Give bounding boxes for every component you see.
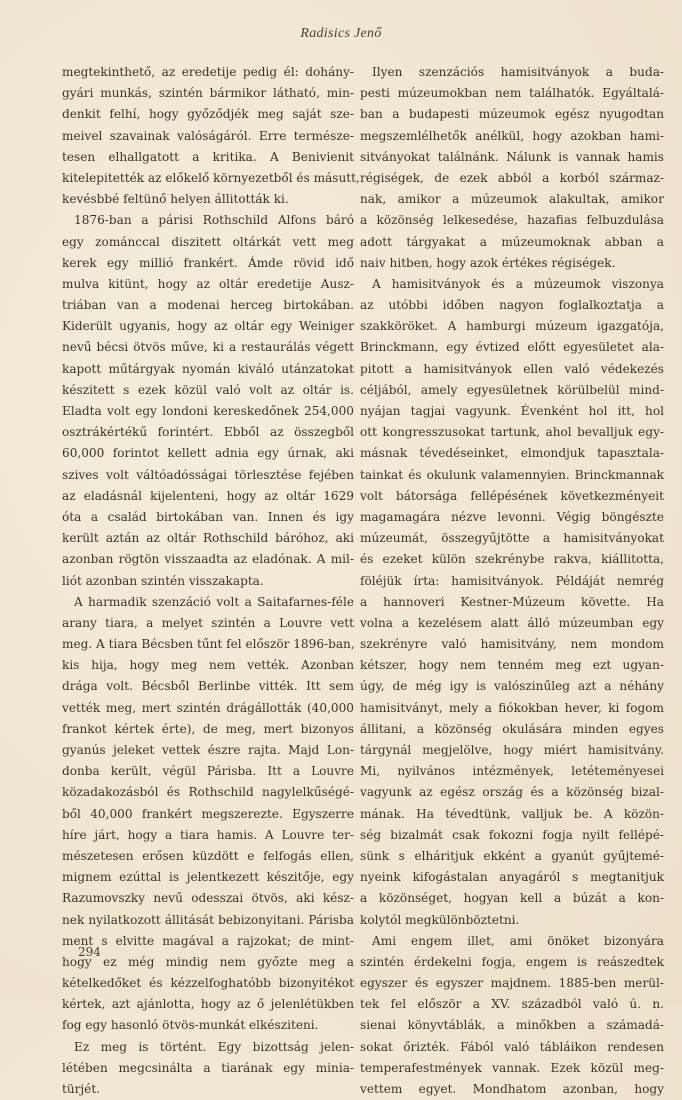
text-line: magamagára nézve levonni. Végig böngészte	[360, 509, 664, 524]
text-line: Razumovszky nevű odesszai ötvös, aki kész-	[62, 891, 354, 906]
text-line: mulva kitünt, hogy az oltár eredetije Ausz-	[62, 276, 354, 291]
text-line: kevésbbé feltünő helyen állitották ki.	[62, 192, 289, 207]
text-line: az eladásnál kijelenteni, hogy az oltár 1629	[62, 488, 354, 503]
text-line: nyeink kifogástalan anyagáról s megtanitjuk	[360, 870, 664, 885]
text-line: mának. Ha tévedtünk, valljuk be. A közön-	[360, 806, 664, 821]
text-line: vettem egyet. Mondhatom azonban, hogy	[360, 1082, 664, 1096]
text-line: gyanús jeleket vettek észre rajta. Majd Lon-	[62, 743, 354, 757]
text-line: triában van a modenai herceg birtokában.	[62, 298, 354, 313]
text-line: donba került, végül Párisba. Itt a Louvre	[62, 764, 354, 779]
text-line: azonban rögtön visszaadta az eladónak. A mil-	[62, 552, 354, 567]
text-line: nyájan tagjai vagyunk. Évenként hol itt, hol	[360, 404, 664, 418]
text-line: drága volt. Bécsből Berlinbe vitték. Itt sem	[62, 679, 354, 694]
text-line: hogy ez még mindig nem győzte meg a	[62, 954, 354, 969]
text-line: Mi, nyilvános intézmények, letéteményesei	[360, 764, 664, 779]
text-line: sienai könyvtáblák, a minőkben a számadá-	[360, 1018, 664, 1033]
text-line: közadakozásból és Rothschild nagylelkűségé-	[62, 785, 354, 800]
text-line: céljából, amely egyesületnek körülbelül mind-	[360, 382, 664, 397]
text-line: készitett s ezek közül való volt az oltár is.	[62, 382, 354, 397]
text-line: meivel szavainak valóságáról. Erre természe-	[62, 128, 354, 143]
text-line: pesti múzeumokban nem találhatók. Egyáltalá-	[360, 86, 664, 101]
text-line: egyszer és egyszer majdnem. 1885-ben merül-	[360, 976, 664, 991]
text-line: Ilyen szenzációs hamisitványok a buda-	[372, 65, 664, 79]
text-line: gyári munkás, szintén bármikor látható, min-	[62, 86, 354, 101]
text-line: úgy, de még igy is valószinűleg azt a néhány	[360, 679, 664, 694]
text-line: tek fel először a XV. századból való ú. n.	[360, 997, 664, 1012]
text-line: nak, amikor a múzeumok alakultak, amikor	[360, 192, 664, 207]
text-line: vették meg, mert szintén drágállották (40,000	[62, 700, 354, 715]
text-line: tárgynál megjelölve, hogy miért hamisitvány.	[360, 743, 664, 757]
text-line: türjét.	[62, 1082, 101, 1096]
text-line: vagyunk az egész ország és a közönség bizal-	[360, 785, 664, 800]
text-line: nevű bécsi ötvös műve, ki a restaurálás végett	[62, 340, 354, 355]
text-line: Kiderült ugyanis, hogy az oltár egy Weiniger	[62, 319, 354, 334]
text-line: régiségek, de ezek abból a korból származ-	[360, 170, 664, 185]
text-line: múzeumát, összegyűjtötte a hamisitványokat	[360, 531, 664, 546]
text-line: kitelepitették az előkelő környezetből és másutt,	[62, 170, 360, 185]
text-line: naiv hitben, hogy azok értékes régiségek.	[360, 255, 616, 270]
text-line: fog egy hasonló ötvös-munkát elkésziteni.	[62, 1018, 319, 1033]
text-line: ment s elvitte magával a rajzokat; de mint-	[62, 933, 354, 948]
text-line: A hamisitványok és a múzeumok viszonya	[372, 276, 664, 291]
text-line: adott tárgyakat a múzeumoknak abban a	[360, 234, 664, 249]
text-line: szintén érdekelni fogja, engem is reászedtek	[360, 954, 664, 969]
text-line: megtekinthető, az eredetije pedig él: dohány-	[62, 65, 354, 79]
left-column	[62, 62, 360, 1100]
text-line: kapott műtárgyak nyomán kiváló utánzatokat	[62, 361, 354, 376]
text-line: Ami engem illet, ami önöket bizonyára	[372, 933, 664, 948]
text-line: hamisitványt, mely a fiókokban hever, ki fogom	[360, 700, 664, 715]
text-line: egy zománccal diszitett oltárkát vett meg	[62, 234, 354, 249]
text-line: ség bizalmát csak fokozni fogja nyilt fellépé-	[360, 827, 664, 842]
text-line: kerek egy millió frankért. Ámde rövid idő	[62, 255, 354, 270]
text-line: óta a család birtokában van. Innen és igy	[62, 509, 354, 524]
text-line: ott kongresszusokat tartunk, ahol bevalljuk egy-	[360, 425, 664, 440]
text-line: létében megcsinálta a tiarának egy minia-	[62, 1060, 354, 1075]
text-line: pitott a hamisitványok ellen való védekezés	[360, 361, 664, 376]
text-line: frankot kértek érte), de meg, mert bizonyos	[62, 721, 354, 736]
text-line: került aztán az oltár Rothschild báróhoz, aki	[62, 531, 354, 546]
page-number: 294	[78, 945, 101, 959]
text-line: tesen elhallgatott a kritika. A Benivienit	[62, 149, 354, 164]
text-line: denkit felhí, hogy győződjék meg saját sze-	[62, 107, 354, 122]
text-line: kis hija, hogy meg nem vették. Azonban	[62, 658, 354, 673]
text-line: A harmadik szenzáció volt a Saitafarnes-féle	[74, 594, 354, 609]
text-line: temperafestmények vannak. Ezek közül meg-	[360, 1060, 664, 1075]
running-header: Radisics Jenő	[300, 26, 382, 41]
text-line: osztrákértékű forintért. Ebből az összegből	[62, 425, 354, 440]
text-line: tainkat és okulunk valamennyien. Brinckmannak	[360, 467, 664, 482]
text-line: Eladta volt egy londoni kereskedőnek 254,000	[62, 404, 354, 418]
text-line: kétszer, hogy nem tenném meg ezt ugyan-	[360, 658, 664, 673]
text-line: a hannoveri Kestner-Múzeum követte. Ha	[360, 594, 664, 609]
text-line: 1876-ban a párisi Rothschild Alfons báró	[74, 213, 354, 228]
text-line: sünk s elháritjuk ekként a gyanút gyűjtemé-	[360, 848, 664, 863]
right-column	[360, 62, 664, 1100]
text-line: föléjük írta: hamisitványok. Példáját nemrég	[360, 573, 664, 588]
text-line: szives volt váltóadósságai törlesztése fejében	[62, 467, 354, 482]
text-line: híre járt, hogy a tiara hamis. A Louvre ter-	[62, 827, 354, 842]
text-line: Brinckmann, egy évtized előtt egyesületet ala-	[360, 340, 664, 355]
text-line: liót azonban szintén visszakapta.	[62, 573, 264, 588]
text-line: volna a kezelésem alatt álló múzeumban egy	[360, 615, 664, 630]
text-line: az utóbbi időben nagyon foglalkoztatja a	[360, 298, 664, 313]
text-line: sokat őrizték. Fából való tábláikon rendesen	[360, 1039, 664, 1054]
text-line: szakköröket. A hamburgi múzeum igazgatója,	[360, 319, 664, 334]
text-line: 60,000 forintot kellett adnia egy úrnak, aki	[62, 446, 354, 461]
text-line: arany tiara, a melyet szintén a Louvre vett	[62, 615, 354, 630]
text-line: a közönség lelkesedése, hazafias felbuzdulása	[360, 213, 664, 228]
text-line: sitványokat találnánk. Nálunk is vannak hamis	[360, 149, 664, 164]
text-line: mészetesen erősen küzdött e felfogás ellen,	[62, 848, 354, 863]
text-line: nek nyilatkozott állitását bebizonyitani. Párisba	[62, 912, 354, 927]
text-line: megszemlélhetők anélkül, hogy azokban hami-	[360, 128, 664, 143]
text-line: mignem ezúttal is jelentkezett készitője, egy	[62, 870, 354, 885]
text-line: kértek, azt ajánlotta, hogy az ő jelenlétükben	[62, 997, 354, 1012]
text-line: volt bátorsága fellépésének következményeit	[360, 488, 664, 503]
text-line: ban a budapesti múzeumok egész nyugodtan	[360, 107, 664, 122]
text-line: és ezeket külön szekrénybe rakva, kiállitotta,	[360, 552, 664, 567]
text-line: szekrényre való hamisitvány, nem mondom	[360, 637, 664, 652]
text-line: a közönséget, hogyan kell a búzát a kon-	[360, 891, 664, 906]
text-line: meg. A tiara Bécsben tűnt fel először 1896-ban,	[62, 637, 355, 652]
text-line: kételkedőket és kézzelfoghatóbb bizonyitékot	[62, 976, 354, 991]
text-line: állitani, a közönség okulására minden egyes	[360, 721, 664, 736]
text-line: kolytól megkülönböztetni.	[360, 912, 520, 927]
text-line: Ez meg is történt. Egy bizottság jelen-	[74, 1039, 354, 1054]
text-line: ből 40,000 frankért megszerezte. Egyszerre	[62, 806, 354, 821]
text-line: másnak tévedéseinket, elmondjuk tapasztala-	[360, 446, 664, 461]
